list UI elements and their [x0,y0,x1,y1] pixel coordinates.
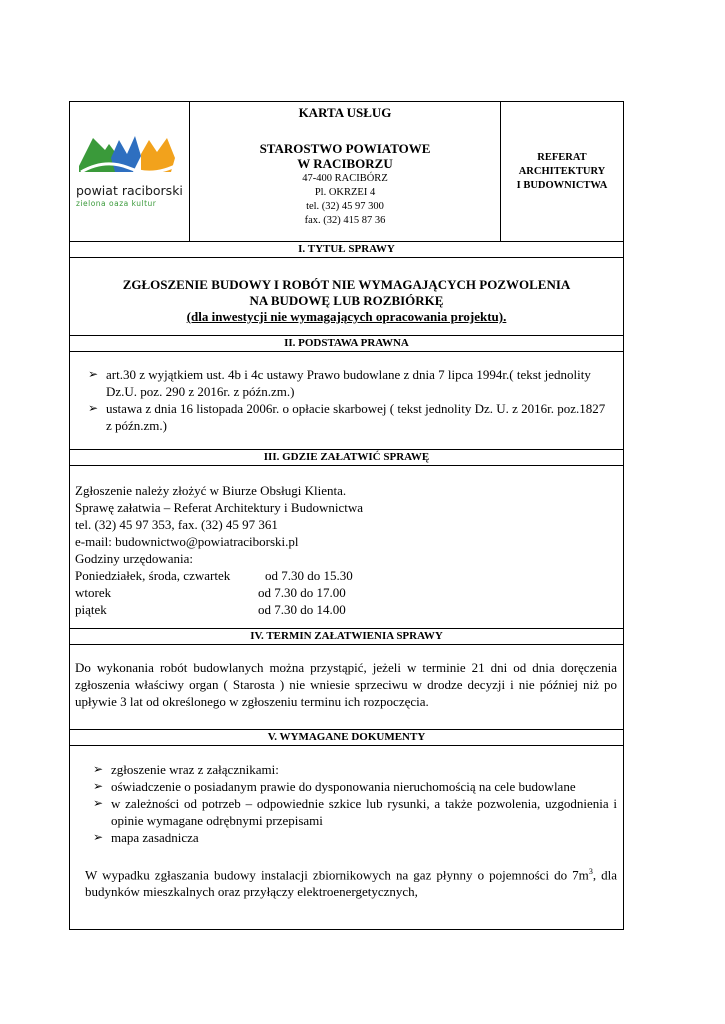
logo-cell [70,102,190,241]
case-title-line2: NA BUDOWĘ LUB ROZBIÓRKĘ [249,293,444,308]
where-line: tel. (32) 45 97 353, fax. (32) 45 97 361 [75,517,278,532]
legal-basis-box [70,352,623,450]
department-line1: REFERAT [537,151,587,163]
section-title-where: III. GDZIE ZAŁATWIĆ SPRAWĘ [70,450,623,466]
where-line: Sprawę załatwia – Referat Architektury i Budownictwa [75,500,364,515]
hours-row [75,584,618,601]
documents-box [70,746,623,929]
hours-day: Poniedziałek, środa, czwartek [75,568,231,583]
document-item: ➢ mapa zasadnicza [85,829,617,846]
hours-day: wtorek [75,585,112,600]
office-postal: 47-400 RACIBÓRZ [302,173,388,184]
document-item: ➢ w zależności od potrzeb – odpowiednie szkice lub rysunki, a także pozwolenia, uzgodnienia i opinie wymagane odrębnymi przepisami [85,795,617,829]
where-box [70,466,623,629]
case-title-note: (dla inwestycji nie wymagających opracowania projektu). [186,309,507,324]
cubic-superscript: 3 [588,867,593,876]
logo-name: powiat raciborski [76,183,183,198]
document-item: ➢ oświadczenie o posiadanym prawie do dysponowania nieruchomością na cele budowlane [85,778,617,795]
section-title-case: I. TYTUŁ SPRAWY [70,242,623,258]
deadline-text: Do wykonania robót budowlanych można przystąpić, jeżeli w terminie 21 dni od dnia doręczenia zgłoszenia właściwy organ ( Starosta ) nie wniesie sprzeciwu w drodze decyzji i nie później niż po upływie 3 lat od określonego w zgłoszeniu terminu ich rozpoczęcia. [75,660,617,709]
office-info [190,102,501,241]
section-title-deadline: IV. TERMIN ZAŁATWIENIA SPRAWY [70,629,623,645]
office-fax: fax. (32) 415 87 36 [304,215,386,226]
where-email: e-mail: budownictwo@powiatraciborski.pl [75,534,299,549]
documents-paragraph [85,863,617,900]
office-street: Pl. OKRZEI 4 [314,187,376,198]
office-name-line1: STAROSTWO POWIATOWE [259,141,431,156]
office-phone: tel. (32) 45 97 300 [306,201,384,212]
hours-time: od 7.30 do 17.00 [258,585,346,600]
department-info [501,102,623,241]
documents-paragraph-part: W wypadku zgłaszania budowy instalacji zbiornikowych na gaz płynny o pojemności do 7m [85,867,589,883]
logo-tagline: zielona oaza kultur [76,199,157,208]
section-title-documents: V. WYMAGANE DOKUMENTY [70,730,623,746]
legal-basis-item: ➢ ustawa z dnia 16 listopada 2006r. o opłacie skarbowej ( tekst jednolity Dz. U. z 2016r. poz.1827 z późn.zm.) [80,400,613,434]
hours-time: od 7.30 do 14.00 [258,602,346,617]
card-header [70,102,623,242]
section-title-legal-basis: II. PODSTAWA PRAWNA [70,336,623,352]
document-item: ➢ zgłoszenie wraz z załącznikami: [85,761,617,778]
deadline-box [70,645,623,730]
hours-row [75,567,618,584]
office-name-line2: W RACIBORZU [297,156,393,171]
department-line2: ARCHITEKTURY [518,165,606,177]
where-line: Zgłoszenie należy złożyć w Biurze Obsługi Klienta. [75,483,347,498]
department-line3: I BUDOWNICTWA [516,179,608,191]
service-card [69,101,624,930]
case-title-line1: ZGŁOSZENIE BUDOWY I ROBÓT NIE WYMAGAJĄCYCH POZWOLENIA [122,277,571,292]
hours-row [75,601,618,618]
hours-day: piątek [75,602,107,617]
documents-paragraph-part: , dla budynków mieszkalnych oraz przyłączy elektroenergetycznych, [85,867,618,900]
legal-basis-item: ➢ art.30 z wyjątkiem ust. 4b i 4c ustawy Prawo budowlane z dnia 7 lipca 1994r.( tekst jednolity Dz.U. poz. 290 z 2016r. z późn.zm.) [80,366,613,400]
case-title-box [70,258,623,336]
hours-time: od 7.30 do 15.30 [265,568,353,583]
where-line: Godziny urzędowania: [75,551,194,566]
card-title: KARTA USŁUG [298,105,392,120]
